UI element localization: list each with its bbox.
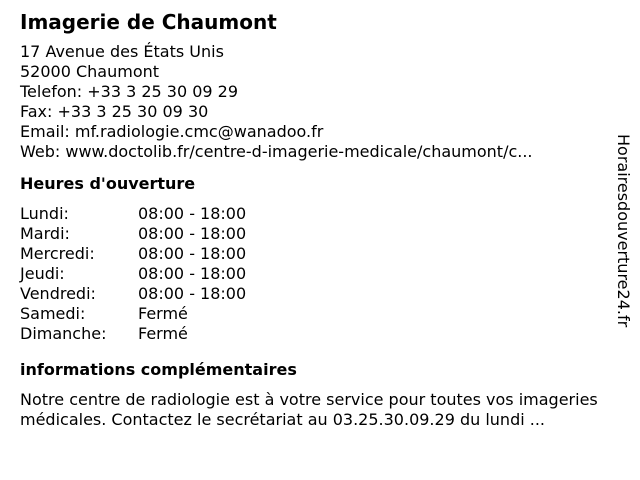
hours-title: Heures d'ouverture bbox=[20, 174, 196, 193]
day-label: Samedi: bbox=[20, 304, 86, 323]
day-label: Vendredi: bbox=[20, 284, 96, 303]
hours-table bbox=[20, 204, 610, 344]
hours-row-friday bbox=[20, 284, 610, 304]
day-label: Lundi: bbox=[20, 204, 69, 223]
contact-block bbox=[20, 42, 610, 162]
hours-row-sunday bbox=[20, 324, 610, 344]
day-label: Jeudi: bbox=[20, 264, 65, 283]
time-value: Fermé bbox=[138, 324, 188, 343]
hours-row-wednesday bbox=[20, 244, 610, 264]
time-value: 08:00 - 18:00 bbox=[138, 224, 247, 243]
day-label: Dimanche: bbox=[20, 324, 107, 343]
time-value: Fermé bbox=[138, 304, 188, 323]
hours-row-monday bbox=[20, 204, 610, 224]
phone-line[interactable]: Telefon: +33 3 25 30 09 29 bbox=[20, 82, 239, 101]
day-label: Mercredi: bbox=[20, 244, 95, 263]
time-value: 08:00 - 18:00 bbox=[138, 284, 247, 303]
web-line[interactable]: Web: www.doctolib.fr/centre-d-imagerie-medicale/chaumont/c... bbox=[20, 142, 533, 161]
time-value: 08:00 - 18:00 bbox=[138, 264, 247, 283]
email-line[interactable]: Email: mf.radiologie.cmc@wanadoo.fr bbox=[20, 122, 324, 141]
hours-row-tuesday bbox=[20, 224, 610, 244]
address-line: 17 Avenue des États Unis bbox=[20, 42, 224, 61]
time-value: 08:00 - 18:00 bbox=[138, 244, 247, 263]
info-text: Notre centre de radiologie est à votre service pour toutes vos imageries médicales. Contactez le secrétariat au 03.25.30.09.29 du lundi ... bbox=[20, 390, 598, 429]
business-card bbox=[20, 10, 610, 430]
fax-line: Fax: +33 3 25 30 09 30 bbox=[20, 102, 209, 121]
hours-row-thursday bbox=[20, 264, 610, 284]
business-name: Imagerie de Chaumont bbox=[20, 10, 277, 34]
info-title: informations complémentaires bbox=[20, 360, 297, 379]
watermark-text: Horairesdouverture24.fr bbox=[614, 134, 633, 328]
city-line: 52000 Chaumont bbox=[20, 62, 160, 81]
time-value: 08:00 - 18:00 bbox=[138, 204, 247, 223]
day-label: Mardi: bbox=[20, 224, 70, 243]
hours-row-saturday bbox=[20, 304, 610, 324]
